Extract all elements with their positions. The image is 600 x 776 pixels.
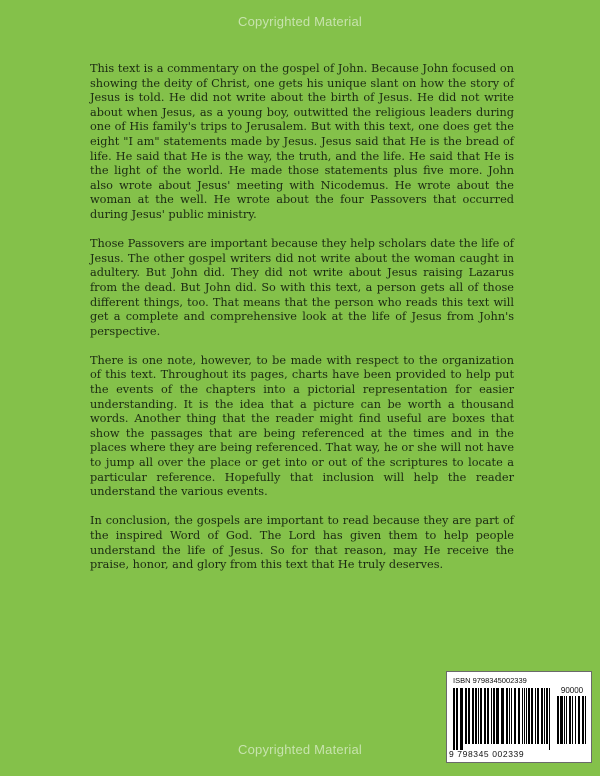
- paragraph-3: There is one note, however, to be made with respect to the organization of this text. Throughout its pages, charts have been provided to help put the events of the chapters into a pictorial representation for easier understanding. It is the idea that a picture can be worth a thousand words. Another thing that the reader might find useful are boxes that show the passages that are being referenced at the times and in the places where they are being referenced. That way, he or she will not have to jump all over the place or get into or out of the scriptures to locate a particular reference. Hopefully that inclusion will help the reader understand the various events.: [90, 353, 514, 499]
- barcode-bar: [480, 688, 482, 744]
- paragraph-1: This text is a commentary on the gospel of John. Because John focused on showing the deity of Christ, one gets his unique slant on how the story of Jesus is told. He did not write about the birth of Jesus. He did not write about when Jesus, as a young boy, outwitted the religious leaders during one of His family's trips to Jerusalem. But with this text, one does get the eight "I am" statements made by Jesus. Jesus said that He is the bread of life. He said that He is the way, the truth, and the life. He said that He is the light of the world. He made those statements plus five more. John also wrote about Jesus' meeting with Nicodemus. He wrote about the woman at the well. He wrote about the four Passovers that occurred during Jesus' public ministry.: [90, 62, 514, 221]
- barcode-bar: [456, 688, 458, 750]
- barcode-bar: [475, 688, 477, 744]
- barcode-bar: [546, 688, 548, 744]
- paragraph-2: Those Passovers are important because they help scholars date the life of Jesus. The other gospel writers did not write about the woman caught in adultery. But John did. They did not write about Jesus raising Lazarus from the dead. But John did. So with this text, a person gets all of those different things, too. That means that the person who reads this text will get a complete and comprehensive look at the life of Jesus from John's perspective.: [90, 237, 514, 338]
- barcode-bar: [524, 688, 525, 744]
- barcode-bar: [564, 696, 565, 744]
- barcode-bar: [493, 688, 495, 744]
- barcode-bar: [557, 696, 559, 744]
- barcode-bar: [566, 696, 567, 744]
- barcode-bar: [575, 696, 576, 744]
- barcode-bar: [514, 688, 516, 744]
- barcode-bar: [468, 688, 470, 744]
- barcode-bar: [491, 688, 492, 744]
- barcode-bar: [537, 688, 539, 744]
- barcode-bar: [582, 696, 584, 744]
- watermark-bottom: Copyrighted Material: [238, 742, 362, 757]
- ean-digits: 9 798345 002339: [449, 749, 525, 759]
- barcode-bar: [541, 688, 543, 744]
- barcode-bar: [544, 688, 545, 744]
- barcode-bar: [460, 688, 463, 750]
- barcode-bar: [501, 688, 504, 744]
- barcode-bar: [528, 688, 530, 744]
- barcode-bar: [509, 688, 510, 744]
- price-addon-number: 90000: [560, 686, 584, 695]
- barcode-bar: [560, 696, 563, 744]
- barcode-bar: [506, 688, 508, 744]
- watermark-top: Copyrighted Material: [238, 14, 362, 29]
- barcode-bar: [585, 696, 586, 744]
- barcode-bar: [487, 688, 489, 744]
- barcode-bar: [531, 688, 533, 744]
- barcode-bar: [535, 688, 536, 744]
- barcode-bar: [484, 688, 486, 744]
- barcode-bar: [518, 688, 520, 744]
- isbn-label: ISBN 9798345002339: [453, 676, 527, 685]
- barcode-bars: [453, 688, 553, 750]
- barcode-bar: [578, 696, 580, 744]
- barcode-bar: [511, 688, 512, 744]
- barcode-bar: [526, 688, 527, 744]
- barcode-bar: [496, 688, 499, 744]
- barcode-bar: [472, 688, 474, 744]
- barcode-bar: [453, 688, 455, 750]
- back-cover-text: [90, 62, 514, 587]
- barcode-bar: [478, 688, 479, 744]
- barcode-bar: [465, 688, 467, 744]
- barcode-bar: [569, 696, 571, 744]
- barcode-bar: [572, 696, 573, 744]
- barcode-bar: [549, 688, 550, 750]
- paragraph-4: In conclusion, the gospels are important to read because they are part of the inspired Word of God. The Lord has given them to help people understand the life of Jesus. So for that reason, may He receive the praise, honor, and glory from this text that He truly deserves.: [90, 514, 514, 572]
- barcode-bar: [522, 688, 523, 744]
